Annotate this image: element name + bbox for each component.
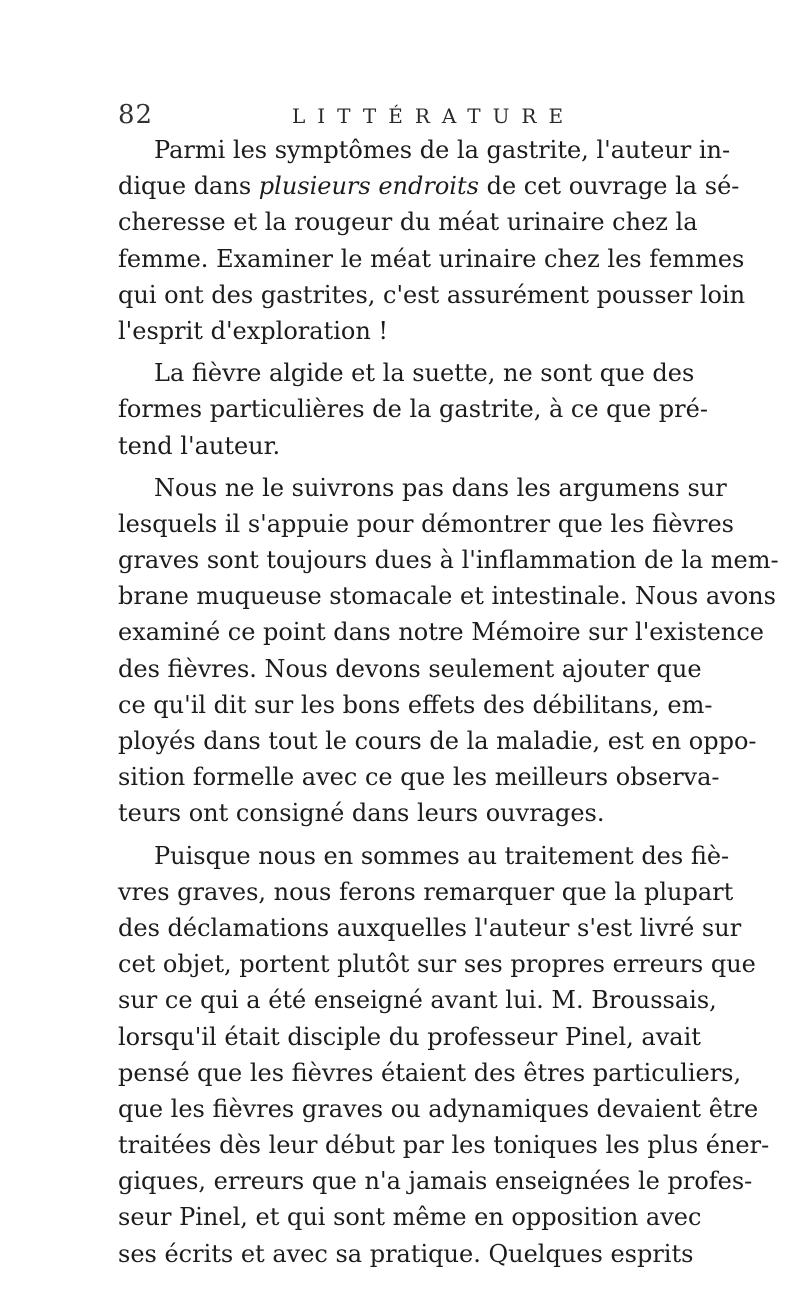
text-line: ses écrits et avec sa pratique. Quelques esprits xyxy=(118,1239,694,1268)
text-line: tend l'auteur. xyxy=(118,431,281,460)
text-line: des fièvres. Nous devons seulement ajouter que xyxy=(118,654,702,683)
text-segment: dique dans xyxy=(118,172,252,201)
text-line: examiné ce point dans notre Mémoire sur l'existence xyxy=(118,618,764,647)
text-line: ce qu'il dit sur les bons effets des débilitans, em- xyxy=(118,690,713,719)
text-line: La fièvre algide et la suette, ne sont que des xyxy=(154,359,695,388)
text-line: Puisque nous en sommes au traitement des fiè- xyxy=(154,841,730,870)
text-line: Nous ne le suivrons pas dans les argumens sur xyxy=(154,473,727,502)
text-line: ployés dans tout le cours de la maladie, est en oppo- xyxy=(118,727,757,755)
text-line: teurs ont consigné dans leurs ouvrages. xyxy=(118,799,605,828)
body-text xyxy=(118,132,779,1272)
text-line: sur ce qui a été enseigné avant lui. M. Broussais, xyxy=(118,986,717,1015)
running-head xyxy=(100,100,660,134)
text-segment: de cet ouvrage la sé- xyxy=(486,172,740,201)
running-title: LITTÉRATURE xyxy=(292,104,576,128)
text-line: sition formelle avec ce que les meilleurs observa- xyxy=(118,763,720,792)
text-line: giques, erreurs que n'a jamais enseignées le profes- xyxy=(118,1167,753,1196)
text-line: formes particulières de la gastrite, à ce que pré- xyxy=(118,395,708,424)
text-line: qui ont des gastrites, c'est assurément pousser loin xyxy=(118,280,746,309)
text-line: graves sont toujours dues à l'inflammation de la mem- xyxy=(118,546,779,575)
text-line: traitées dès leur début par les toniques les plus éner- xyxy=(118,1131,770,1160)
text-line: pensé que les fièvres étaient des êtres particuliers, xyxy=(118,1058,742,1087)
text-line: femme. Examiner le méat urinaire chez les femmes xyxy=(118,244,745,273)
text-line: l'esprit d'exploration ! xyxy=(118,316,389,345)
text-line: lorsqu'il était disciple du professeur Pinel, avait xyxy=(118,1022,701,1051)
text-line-with-italic xyxy=(118,168,740,204)
text-line: vres graves, nous ferons remarquer que la plupart xyxy=(118,877,734,906)
text-line: lesquels il s'appuie pour démontrer que les fièvres xyxy=(118,509,734,538)
text-line: cet objet, portent plutôt sur ses propres erreurs que xyxy=(118,950,756,979)
italic-phrase: plusieurs endroits xyxy=(258,172,479,201)
text-line: brane muqueuse stomacale et intestinale. Nous avons xyxy=(118,582,776,611)
text-line: Parmi les symptômes de la gastrite, l'auteur in- xyxy=(154,136,731,164)
text-line: cheresse et la rougeur du méat urinaire chez la xyxy=(118,208,698,237)
page-number: 82 xyxy=(118,100,154,130)
text-line: seur Pinel, et qui sont même en opposition avec xyxy=(118,1203,702,1232)
text-line: des déclamations auxquelles l'auteur s'est livré sur xyxy=(118,913,742,942)
text-line: que les fièvres graves ou adynamiques devaient être xyxy=(118,1094,759,1123)
